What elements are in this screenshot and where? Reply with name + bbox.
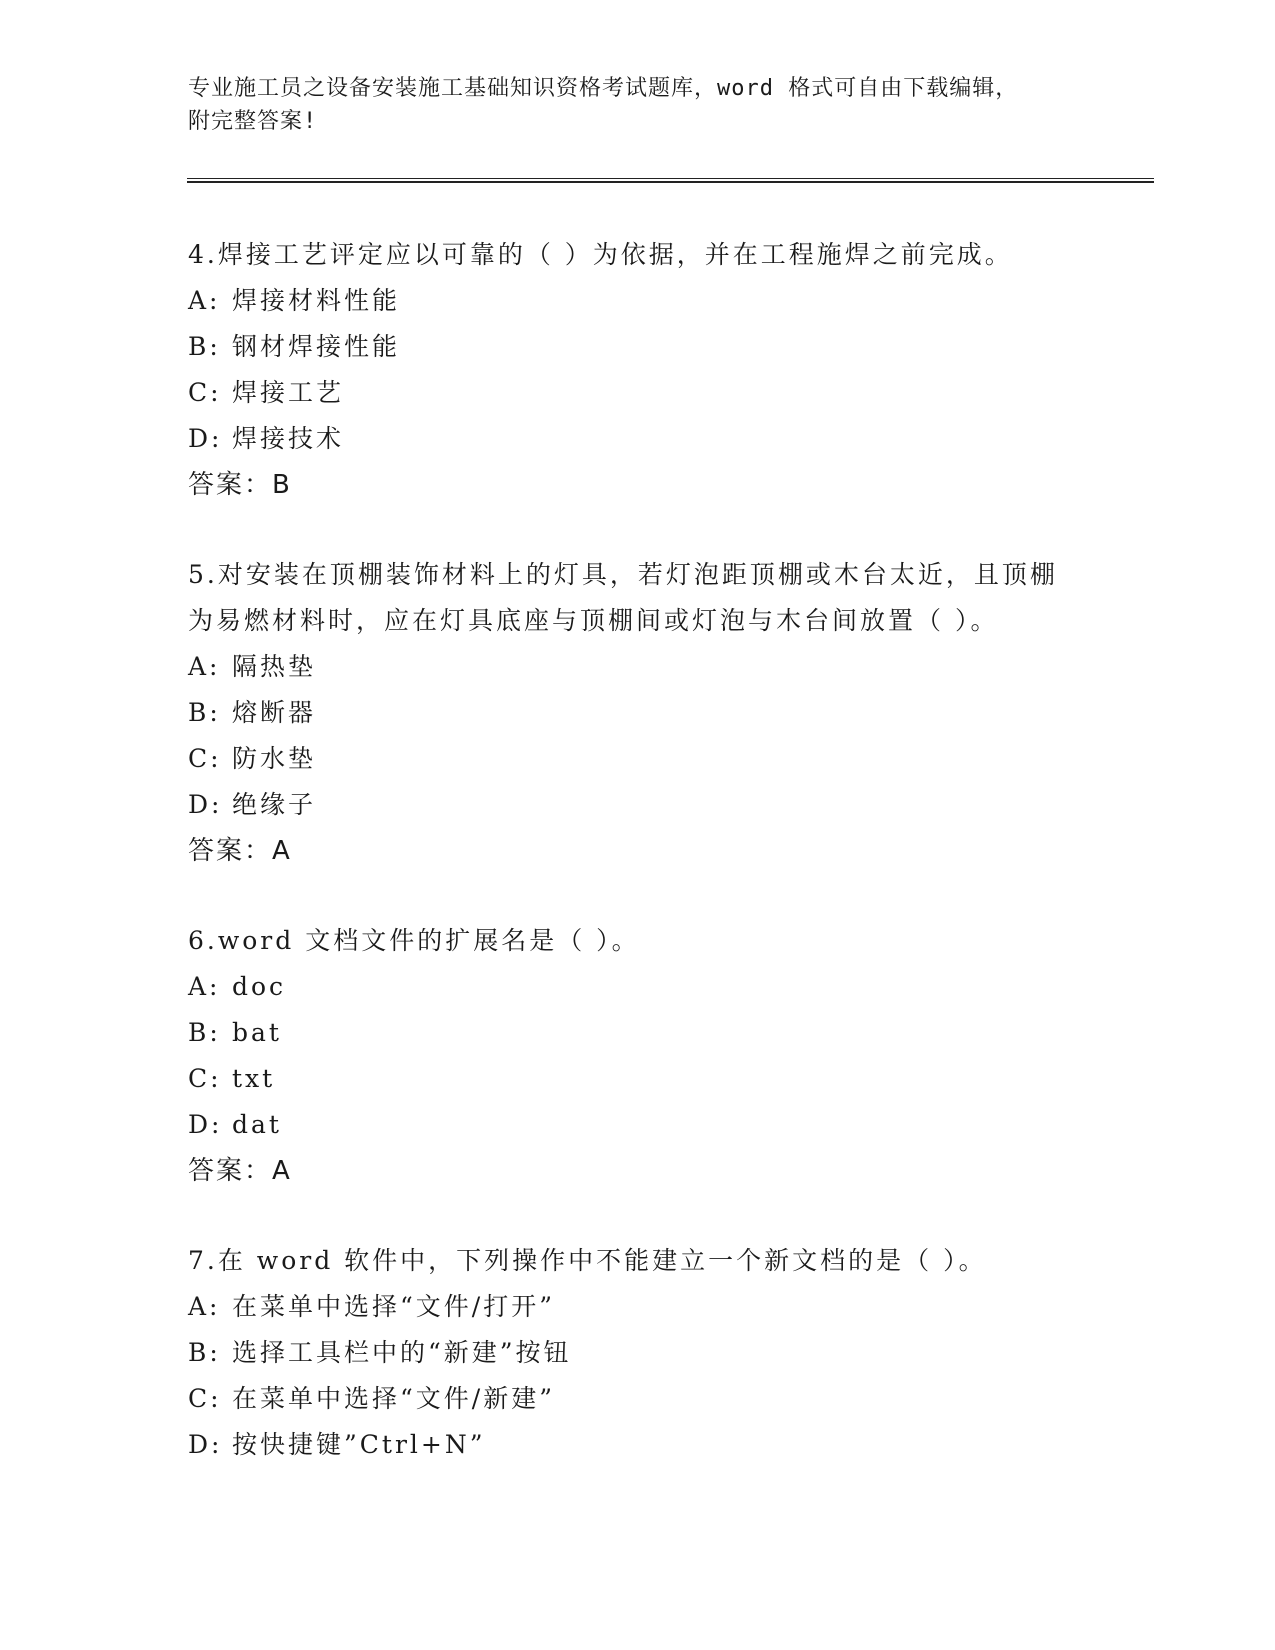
option-text: 绝缘子 (232, 790, 317, 819)
option-text: 熔断器 (232, 698, 317, 727)
option-text: doc (232, 972, 287, 1001)
question-stem: 6.word 文档文件的扩展名是（ ）。 (188, 926, 640, 955)
option-text: 选择工具栏中的“新建”按钮 (232, 1338, 572, 1367)
option-key: D: (188, 790, 223, 819)
option-text: 隔热垫 (232, 652, 317, 681)
question-stem: 5.对安装在顶棚装饰材料上的灯具，若灯泡距顶棚或木台太近，且顶棚为易燃材料时，应在灯具底座与顶棚间或灯泡与木台间放置（ ）。 (188, 560, 1058, 635)
answer-line: 答案：B (188, 470, 292, 500)
option-key: B: (188, 332, 221, 361)
option-d (188, 1422, 1068, 1468)
document-header (188, 72, 1068, 138)
option-c (188, 370, 1068, 416)
question-4 (188, 232, 1068, 508)
option-b (188, 1010, 1068, 1056)
option-b (188, 690, 1068, 736)
option-text: 钢材焊接性能 (232, 332, 401, 361)
option-key: C: (188, 744, 222, 773)
option-text: 焊接工艺 (232, 378, 345, 407)
option-a (188, 278, 1068, 324)
header-line-2: 附完整答案! (188, 109, 318, 134)
answer-line: 答案：A (188, 1156, 292, 1186)
option-c (188, 1376, 1068, 1422)
header-line-1: 专业施工员之设备安装施工基础知识资格考试题库，word 格式可自由下载编辑， (188, 76, 1019, 101)
option-text: 在菜单中选择“文件/新建” (232, 1384, 555, 1413)
option-key: C: (188, 378, 222, 407)
option-text: dat (232, 1110, 282, 1139)
question-stem: 4.焊接工艺评定应以可靠的（ ）为依据，并在工程施焊之前完成。 (188, 240, 1013, 269)
header-divider (187, 178, 1154, 183)
option-key: D: (188, 1430, 223, 1459)
option-a (188, 1284, 1068, 1330)
question-7 (188, 1238, 1068, 1468)
option-key: B: (188, 1018, 221, 1047)
option-c (188, 736, 1068, 782)
option-key: D: (188, 1110, 223, 1139)
option-key: A: (188, 286, 221, 315)
option-key: B: (188, 1338, 221, 1367)
option-d (188, 1102, 1068, 1148)
question-5 (188, 552, 1068, 874)
option-key: C: (188, 1384, 222, 1413)
option-key: D: (188, 424, 223, 453)
option-a (188, 964, 1068, 1010)
option-text: 防水垫 (232, 744, 317, 773)
option-key: C: (188, 1064, 222, 1093)
option-text: txt (232, 1064, 276, 1093)
option-text: 在菜单中选择“文件/打开” (232, 1292, 555, 1321)
answer-line: 答案：A (188, 836, 292, 866)
question-6 (188, 918, 1068, 1194)
option-key: B: (188, 698, 221, 727)
question-list (188, 232, 1068, 1512)
option-text: bat (232, 1018, 282, 1047)
option-b (188, 324, 1068, 370)
option-text: 焊接技术 (232, 424, 345, 453)
option-b (188, 1330, 1068, 1376)
option-key: A: (188, 972, 221, 1001)
option-d (188, 782, 1068, 828)
option-text: 按快捷键”Ctrl+N” (232, 1430, 486, 1459)
option-text: 焊接材料性能 (232, 286, 401, 315)
option-d (188, 416, 1068, 462)
option-key: A: (188, 1292, 221, 1321)
option-a (188, 644, 1068, 690)
question-stem: 7.在 word 软件中，下列操作中不能建立一个新文档的是（ ）。 (188, 1246, 987, 1275)
option-c (188, 1056, 1068, 1102)
option-key: A: (188, 652, 221, 681)
